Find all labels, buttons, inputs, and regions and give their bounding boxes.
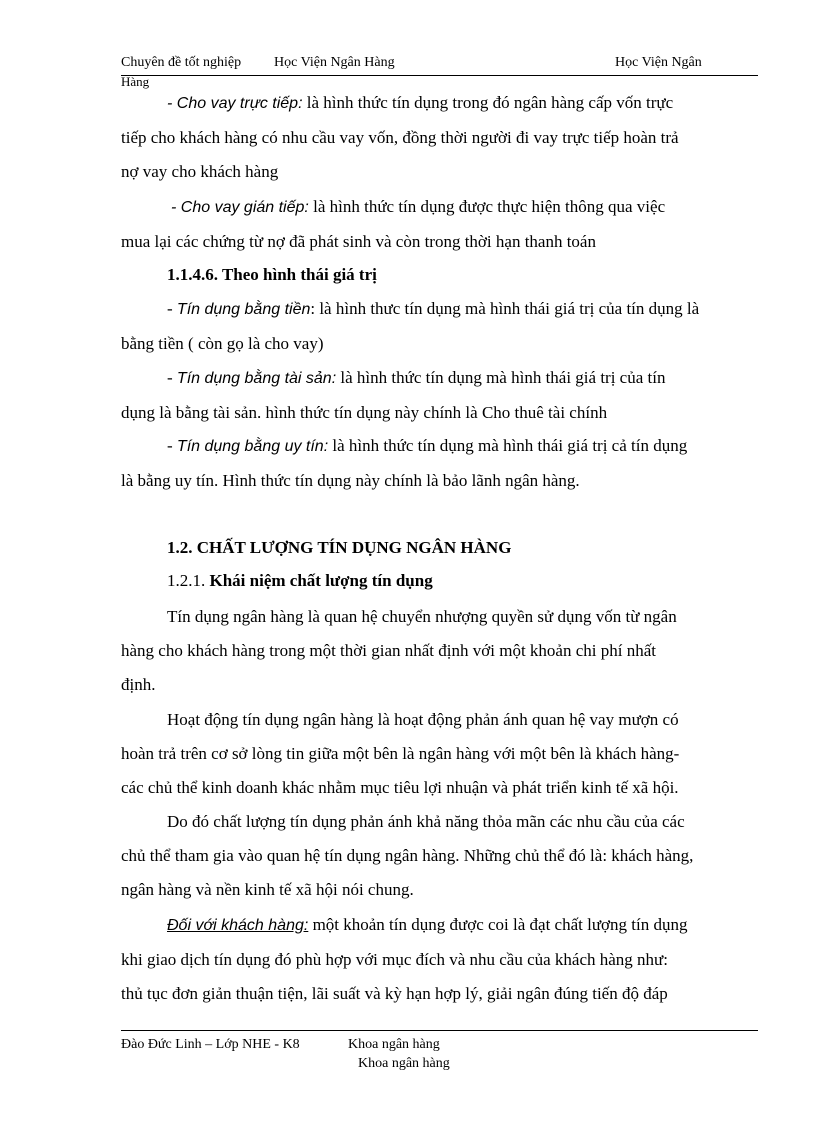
header-right: Học Viện Ngân (615, 55, 702, 70)
paragraph-cho-vay-gian-tiep: - Cho vay gián tiếp: là hình thức tín dụng được thực hiện thông qua việc mua lại các chứng từ nợ đã phát sinh và còn trong thời hạn thanh toán (121, 197, 666, 251)
term-cho-vay-gian-tiep: - Cho vay gián tiếp: (171, 199, 309, 216)
term-tin-dung-bang-tai-san: Tín dụng bằng tài sản: (176, 370, 337, 387)
paragraph-hoat-dong-tin-dung: Hoạt động tín dụng ngân hàng là hoạt động phản ánh quan hệ vay mượn có hoàn trả trên cơ sở lòng tin giữa một bên là ngân hàng với một bên là khách hàng- các chủ thể kinh doanh khác nhằm mục tiêu lợi nhuận và phát triển kinh tế xã hội. (121, 710, 680, 797)
paragraph-tin-dung-ngan-hang: Tín dụng ngân hàng là quan hệ chuyển nhượng quyền sử dụng vốn từ ngân hàng cho khách hàng trong một thời gian nhất định với một khoản chi phí nhất định. (121, 607, 677, 694)
header-left: Chuyên đề tốt nghiệp (121, 55, 242, 70)
paragraph-tin-dung-bang-uy-tin: - Tín dụng bằng uy tín: là hình thức tín dụng mà hình thái giá trị cả tín dụng là bằng uy tín. Hình thức tín dụng này chính là bảo lãnh ngân hàng. (121, 436, 688, 490)
heading-1-1-4-6: 1.1.4.6. Theo hình thái giá trị (167, 265, 377, 284)
heading-1-2-1: 1.2.1. Khái niệm chất lượng tín dụng (167, 571, 433, 590)
paragraph-cho-vay-truc-tiep: - Cho vay trực tiếp: là hình thức tín dụng trong đó ngân hàng cấp vốn trực tiếp cho khách hàng có nhu cầu vay vốn, đồng thời người đi vay trực tiếp hoàn trả nợ vay cho khách hàng (121, 93, 679, 181)
header-wrap: Hàng (121, 74, 150, 89)
heading-1-2: 1.2. CHẤT LƯỢNG TÍN DỤNG NGÂN HÀNG (167, 538, 512, 557)
term-tin-dung-bang-tien: Tín dụng bằng tiền (176, 301, 311, 318)
term-doi-voi-khach-hang: Đối với khách hàng: (167, 917, 309, 934)
footer-center: Khoa ngân hàng (348, 1037, 440, 1052)
paragraph-chat-luong-tin-dung: Do đó chất lượng tín dụng phản ánh khả năng thỏa mãn các nhu cầu của các chủ thể tham gia vào quan hệ tín dụng ngân hàng. Những chủ thể đó là: khách hàng, ngân hàng và nền kinh tế xã hội nói chung. (121, 812, 694, 899)
header-center: Học Viện Ngân Hàng (274, 55, 395, 70)
paragraph-tin-dung-bang-tai-san: - Tín dụng bằng tài sản: là hình thức tín dụng mà hình thái giá trị của tín dụng là bằng tài sản. hình thức tín dụng này chính là Cho thuê tài chính (121, 368, 666, 422)
term-cho-vay-truc-tiep: - Cho vay trực tiếp: (167, 95, 303, 112)
footer-center-2: Khoa ngân hàng (358, 1056, 450, 1071)
footer-rule (121, 1030, 758, 1031)
term-tin-dung-bang-uy-tin: Tín dụng bằng uy tín: (176, 438, 329, 455)
paragraph-tin-dung-bang-tien: - Tín dụng bằng tiền: là hình thưc tín dụng mà hình thái giá trị của tín dụng là bằng tiền ( còn gọ là cho vay) (121, 299, 700, 353)
paragraph-doi-voi-khach-hang: Đối với khách hàng: một khoản tín dụng được coi là đạt chất lượng tín dụng khi giao dịch tín dụng đó phù hợp với mục đích và nhu cầu của khách hàng như: thủ tục đơn giản thuận tiện, lãi suất và kỳ hạn hợp lý, giải ngân đúng tiến độ đáp (121, 915, 688, 1003)
footer-left: Đào Đức Linh – Lớp NHE - K8 (121, 1037, 300, 1052)
header-rule (121, 75, 758, 76)
